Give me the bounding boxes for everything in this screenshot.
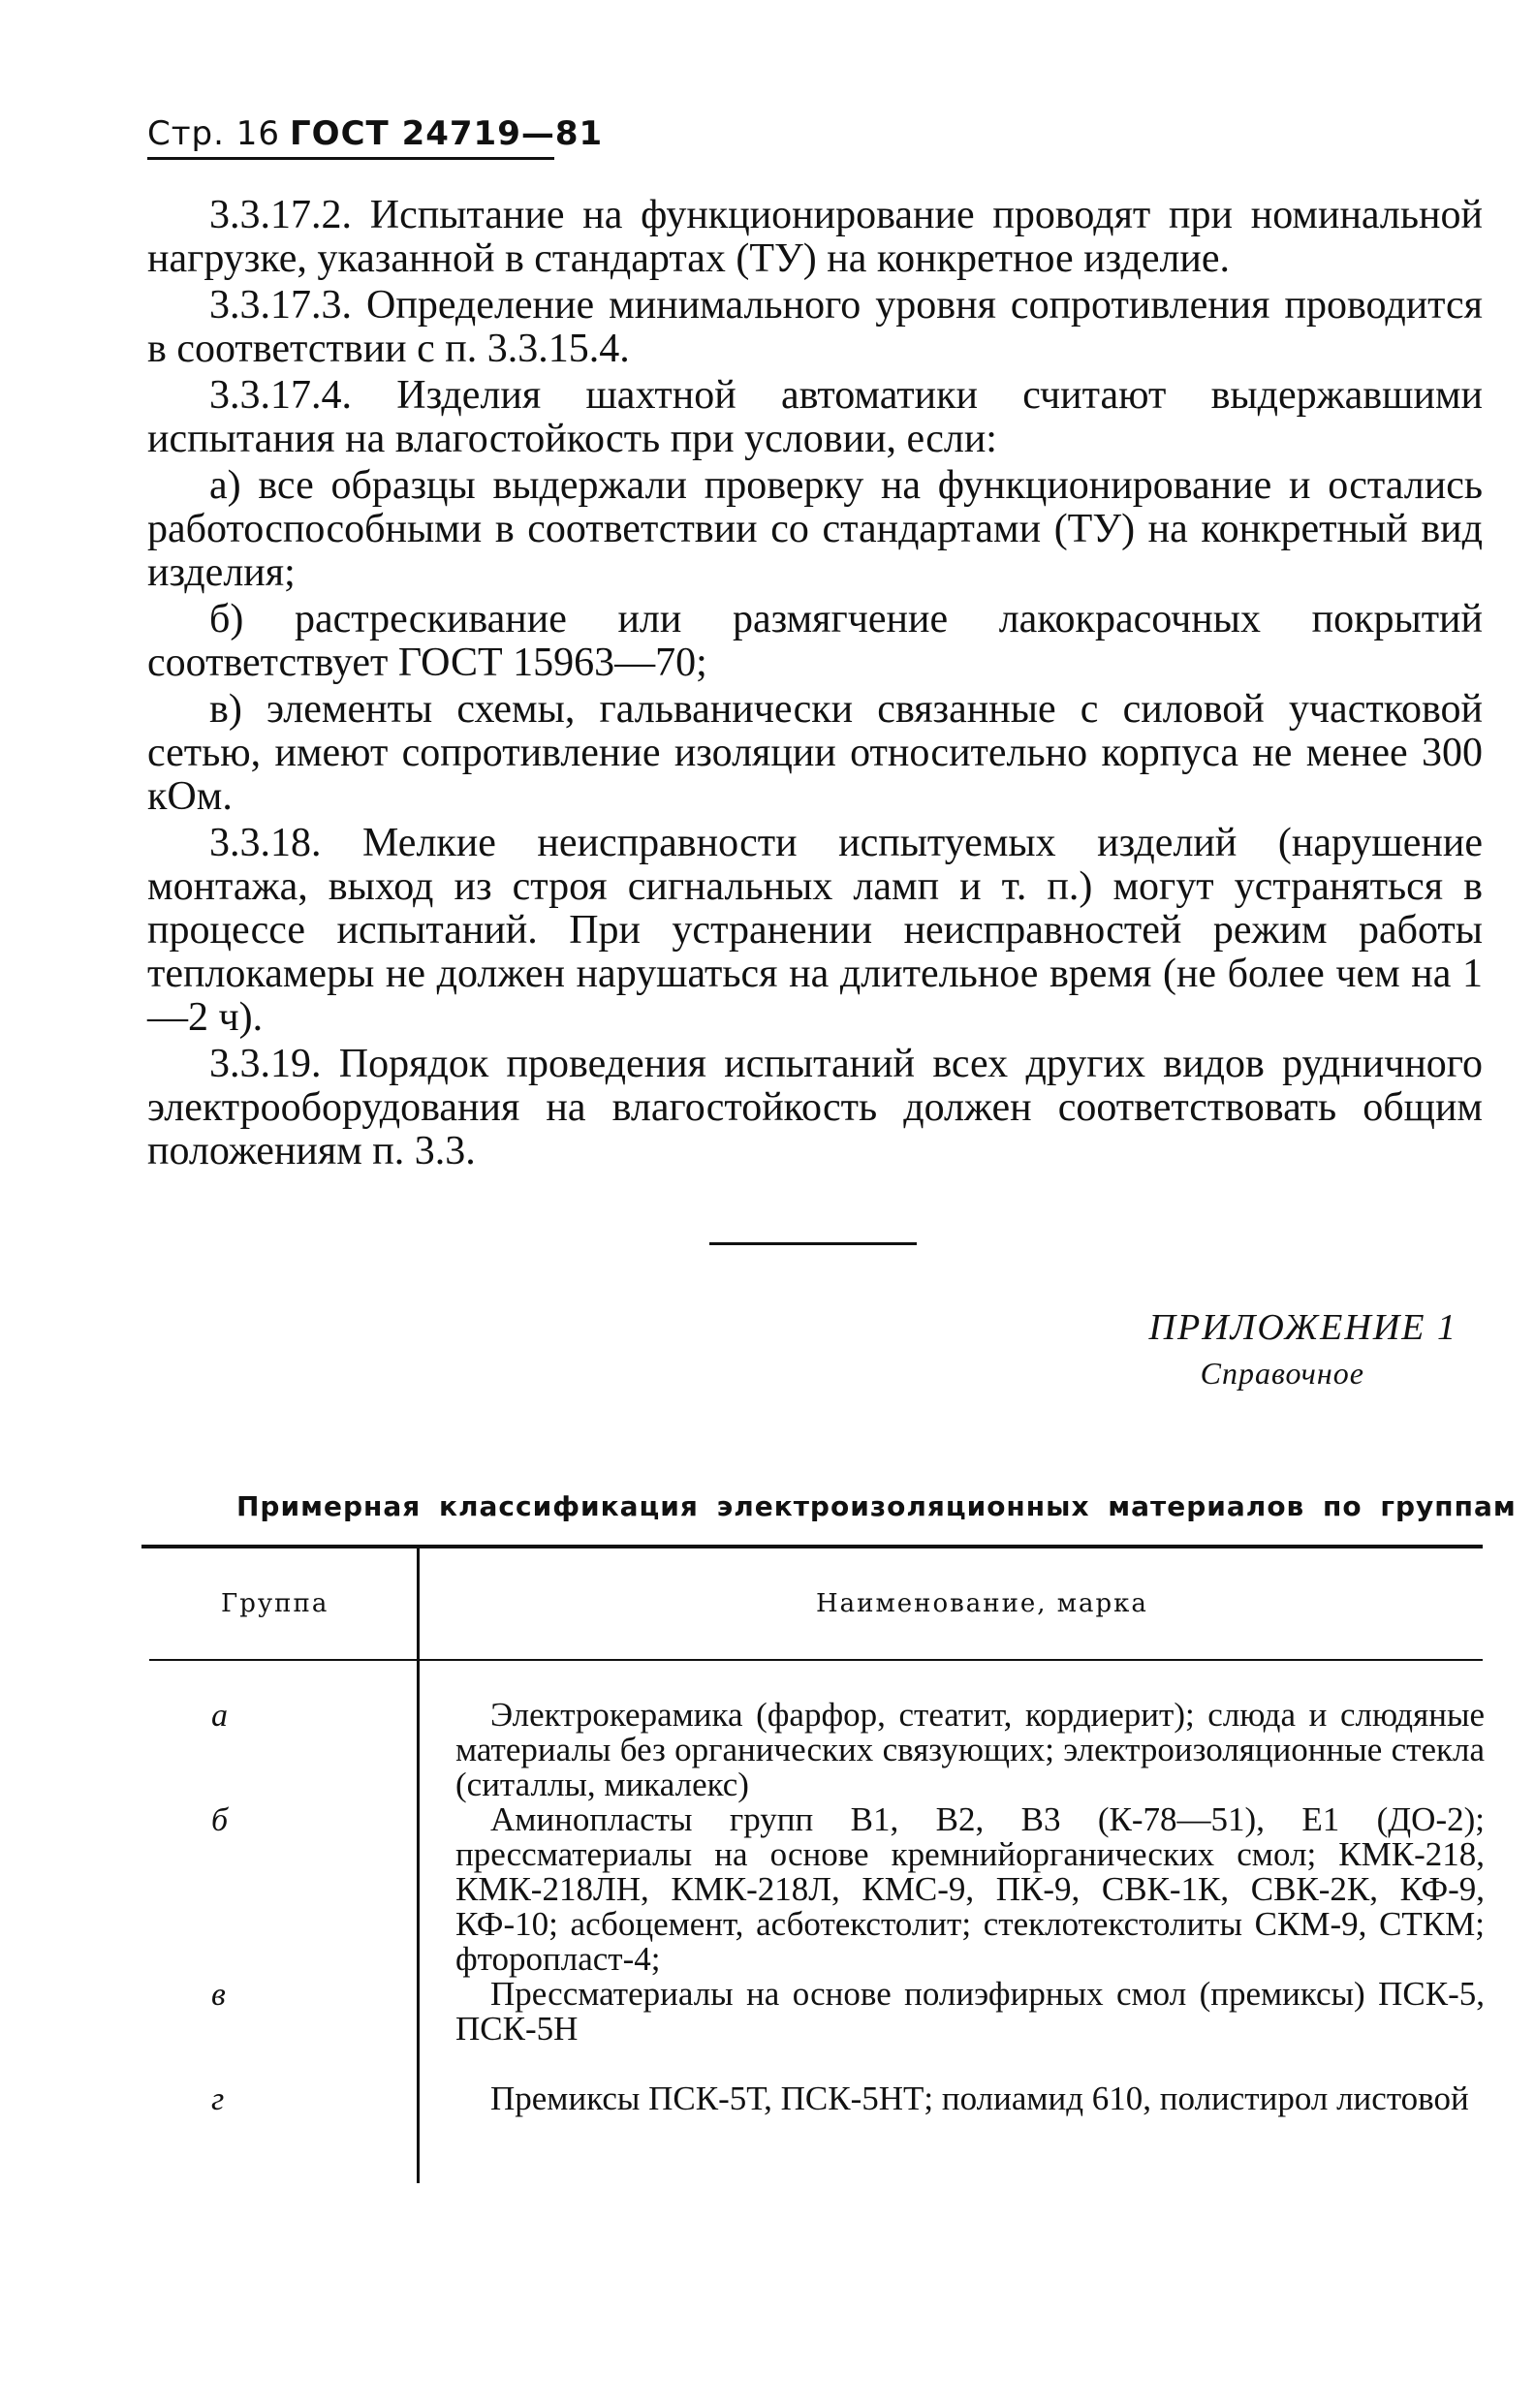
row-group-letter: а bbox=[211, 1698, 228, 1734]
row-description: Прессматериалы на основе полиэфирных смол (премиксы) ПСК-5, ПСК-5Н bbox=[455, 1975, 1485, 2048]
row-group-letter: г bbox=[211, 2081, 225, 2117]
table-header-rule bbox=[149, 1659, 1483, 1661]
appendix-heading bbox=[1066, 1303, 1457, 1394]
appendix-subtitle: Справочное bbox=[1200, 1356, 1364, 1391]
row-description: Премиксы ПСК-5Т, ПСК-5НТ; полиамид 610, полистирол листовой bbox=[490, 2080, 1469, 2117]
appendix-title: ПРИЛОЖЕНИЕ 1 bbox=[1148, 1307, 1457, 1348]
page-header bbox=[147, 114, 603, 153]
paragraph-3-3-17-2: 3.3.17.2. Испытание на функционирование проводят при номинальной нагрузке, указанной в стандартах (ТУ) на конкретное изделие. bbox=[147, 193, 1483, 281]
body-text bbox=[147, 194, 1483, 1176]
row-description: Электрокерамика (фарфор, стеатит, кордиерит); слюда и слюдяные материалы без органических связующих; электроизоляционные стекла (ситаллы, микалекс) bbox=[455, 1696, 1485, 1803]
table-caption: Примерная классификация электроизоляционных материалов по группам bbox=[236, 1490, 1517, 1522]
table-column-divider bbox=[417, 1548, 420, 2183]
paragraph-3-3-17-3: 3.3.17.3. Определение минимального уровня сопротивления проводится в соответствии с п. 3.3.15.4. bbox=[147, 283, 1483, 371]
row-group-letter: в bbox=[211, 1977, 226, 2013]
table-top-rule bbox=[141, 1545, 1483, 1548]
row-description: Аминопласты групп В1, В2, В3 (К-78—51), Е1 (ДО-2); прессматериалы на основе кремнийорганических смол; КМК-218, КМК-218ЛН, КМК-218Л, КМС-9, ПК-9, СВК-1К, СВК-2К, КФ-9, КФ-10; асбоцемент, асботекстолит; стеклотекстолиты СКМ-9, СТКМ; фторопласт-4; bbox=[455, 1800, 1485, 1978]
header-group: Группа bbox=[221, 1589, 329, 1618]
paragraph-3-3-19: 3.3.19. Порядок проведения испытаний всех других видов рудничного электрооборудования на влагостойкость должен соответствовать общим положениям п. 3.3. bbox=[147, 1042, 1483, 1173]
header-name-brand: Наименование, марка bbox=[816, 1589, 1148, 1618]
standard-number: ГОСТ 24719—81 bbox=[290, 114, 604, 153]
condition-b: б) растрескивание или размягчение лакокрасочных покрытий соответствует ГОСТ 15963—70; bbox=[147, 597, 1483, 685]
header-underline bbox=[147, 157, 554, 160]
condition-a: а) все образцы выдержали проверку на функционирование и остались работоспособными в соответствии со стандартами (ТУ) на конкретный вид изделия; bbox=[147, 463, 1483, 595]
page-number-label: Стр. 16 bbox=[147, 114, 281, 153]
condition-v: в) элементы схемы, гальванически связанные с силовой участковой сетью, имеют сопротивление изоляции относительно корпуса не менее 300 кОм. bbox=[147, 687, 1483, 819]
section-divider bbox=[709, 1242, 917, 1245]
paragraph-3-3-18: 3.3.18. Мелкие неисправности испытуемых изделий (нарушение монтажа, выход из строя сигнальных ламп и т. п.) могут устраняться в процессе испытаний. При устранении неисправностей режим работы теплокамеры не должен нарушаться на длительное время (не более чем на 1—2 ч). bbox=[147, 821, 1483, 1040]
paragraph-3-3-17-4: 3.3.17.4. Изделия шахтной автоматики считают выдержавшими испытания на влагостойкость при условии, если: bbox=[147, 373, 1483, 461]
row-group-letter: б bbox=[211, 1802, 229, 1838]
